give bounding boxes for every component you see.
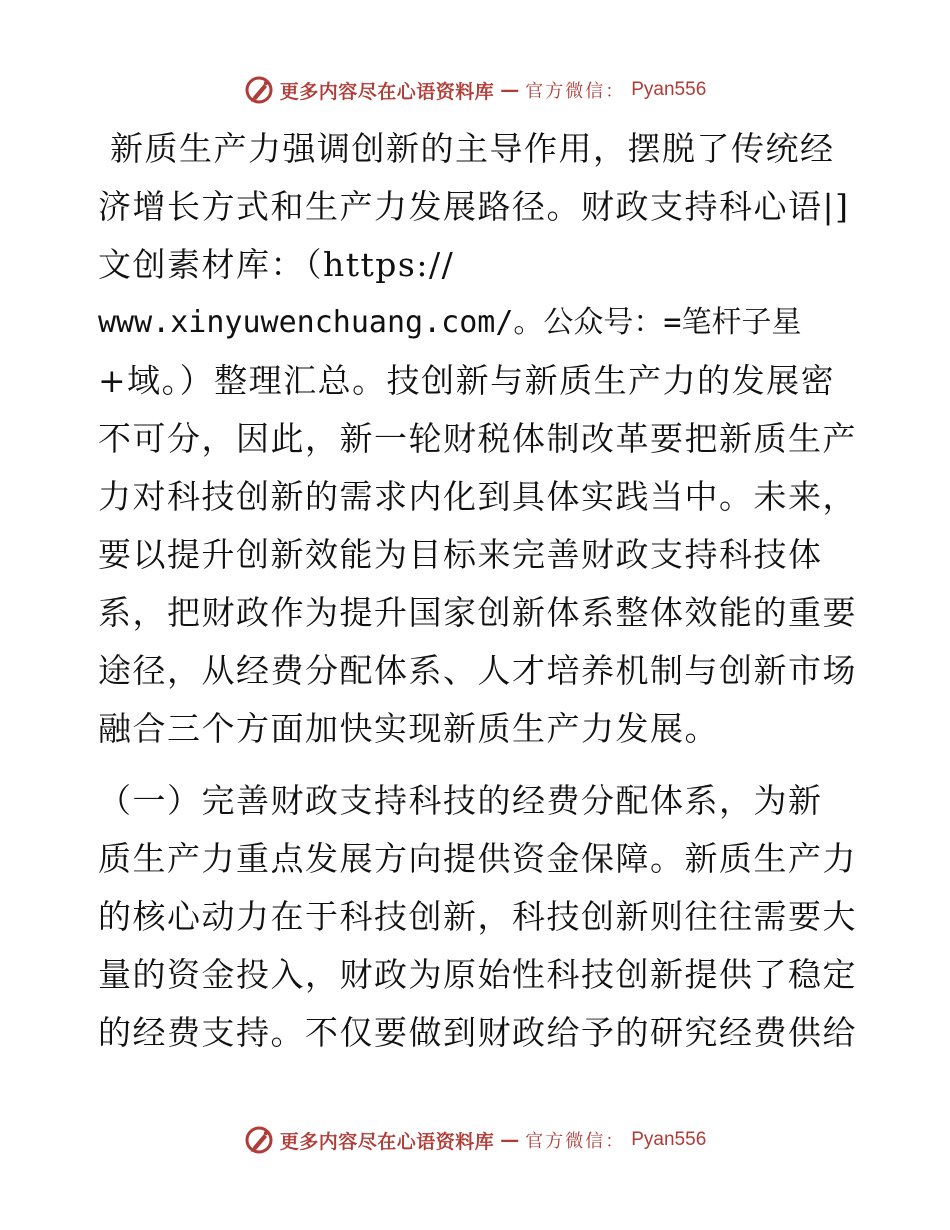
header-banner-text: 更多内容尽在心语资料库 xyxy=(279,80,495,103)
paragraph-line: （一）完善财政支持科技的经费分配体系，为新 xyxy=(98,781,823,820)
header-banner xyxy=(0,70,950,110)
document-body xyxy=(98,120,858,1062)
paragraph-line: 济增长方式和生产力发展路径。财政支持科心语|] xyxy=(98,187,850,226)
pen-logo-icon xyxy=(244,75,274,105)
footer-banner-text: 更多内容尽在心语资料库 xyxy=(279,1130,495,1153)
paragraph-line: 力对科技创新的需求内化到具体实践当中。未来， xyxy=(98,477,857,516)
paragraph-line: +域。）整理汇总。技创新与新质生产力的发展密 xyxy=(98,361,836,400)
header-wechat-label: 官方微信： xyxy=(525,81,626,102)
paragraph-line: 质生产力重点发展方向提供资金保障。新质生产力 xyxy=(98,839,857,878)
paragraph-line: 要以提升创新效能为目标来完善财政支持科技体 xyxy=(98,535,823,574)
paragraph-line: www.xinyuwenchuang.com/。公众号：=笔杆子星 xyxy=(98,305,802,340)
header-banner-dash: — xyxy=(500,79,520,101)
paragraph-line: 量的资金投入，财政为原始性科技创新提供了稳定 xyxy=(98,955,857,994)
paragraph-line: 的经费支持。不仅要做到财政给予的研究经费供给 xyxy=(98,1013,857,1052)
paragraph-gap xyxy=(98,758,858,772)
paragraph-line: 文创素材库：（https:// xyxy=(98,245,455,284)
paragraph-line: 不可分，因此，新一轮财税体制改革要把新质生产 xyxy=(98,419,857,458)
paragraph-line: 融合三个方面加快实现新质生产力发展。 xyxy=(98,709,719,748)
paragraph-line: 的核心动力在于科技创新，科技创新则往往需要大 xyxy=(98,897,857,936)
paragraph-line: 途径，从经费分配体系、人才培养机制与创新市场 xyxy=(98,651,857,690)
paragraph-line: 系，把财政作为提升国家创新体系整体效能的重要 xyxy=(98,593,857,632)
paragraph-line: 新质生产力强调创新的主导作用，摆脱了传统经 xyxy=(98,129,835,168)
header-wechat-id: Pyan556 xyxy=(631,79,707,100)
footer-wechat-label: 官方微信： xyxy=(525,1131,626,1152)
paragraph-1 xyxy=(98,120,858,758)
footer-banner-dash: — xyxy=(500,1129,520,1151)
paragraph-2 xyxy=(98,772,858,1062)
footer-wechat-id: Pyan556 xyxy=(631,1129,707,1150)
pen-logo-icon xyxy=(244,1125,274,1155)
footer-banner xyxy=(0,1120,950,1160)
